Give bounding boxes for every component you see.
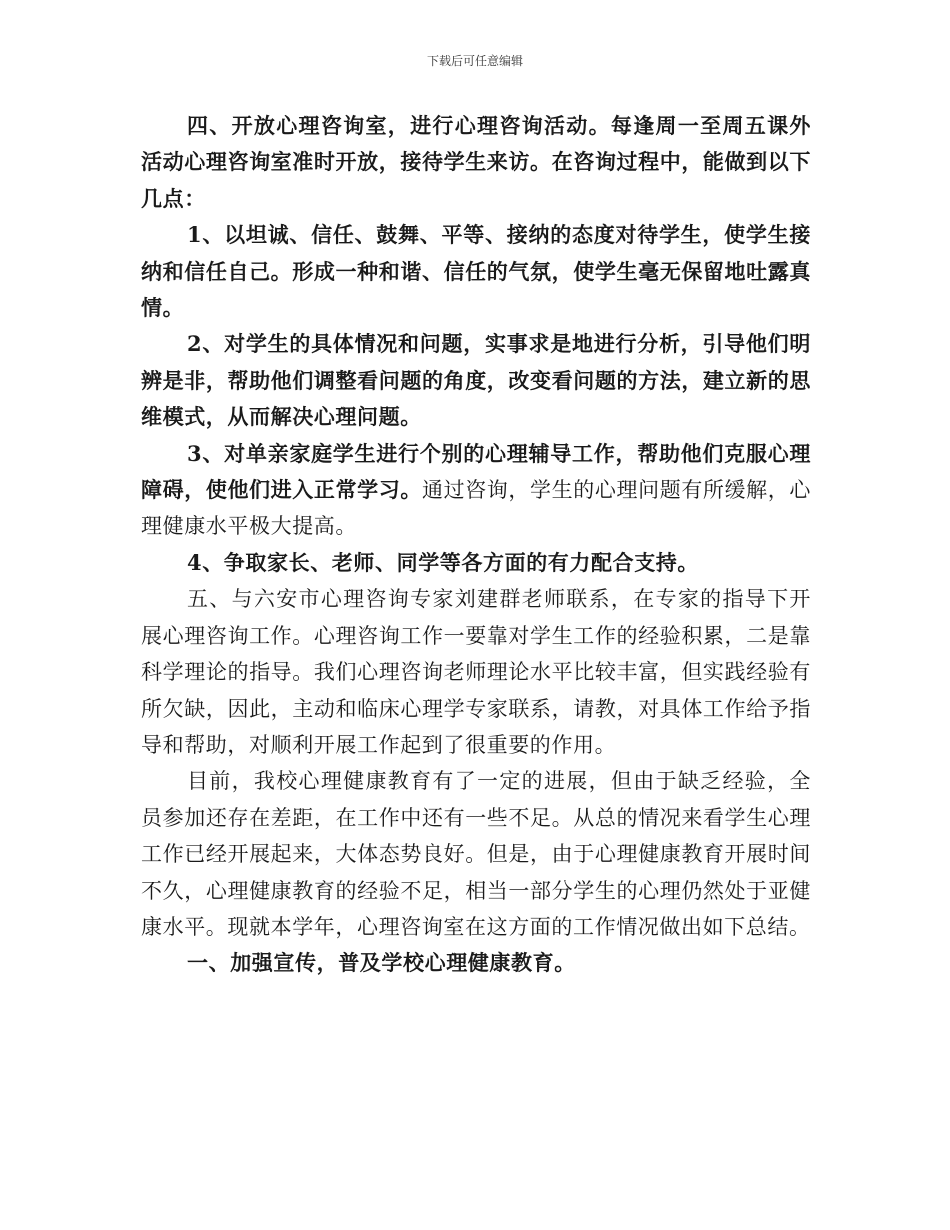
paragraph-point-four: 4、争取家长、老师、同学等各方面的有力配合支持。 bbox=[187, 549, 700, 575]
paragraph-point-three bbox=[141, 436, 811, 545]
paragraph-section-four: 四、开放心理咨询室，进行心理咨询活动。每逢周一至周五课外活动心理咨询室准时开放，接待学生来访。在咨询过程中，能做到以下几点： bbox=[141, 113, 811, 211]
paragraph-point-one: 1、以坦诚、信任、鼓舞、平等、接纳的态度对待学生，使学生接纳和信任自己。形成一种和谐、信任的气氛，使学生毫无保留地吐露真情。 bbox=[141, 222, 811, 321]
paragraph-point-two: 2、对学生的具体情况和问题，实事求是地进行分析，引导他们明辨是非，帮助他们调整看问题的角度，改变看问题的方法，建立新的思维模式，从而解决心理问题。 bbox=[141, 331, 811, 430]
paragraph-point-three-normal: 通过咨询，学生的心理问题有所缓解，心理健康水平极大提高。 bbox=[141, 478, 811, 539]
paragraph-summary: 目前，我校心理健康教育有了一定的进展，但由于缺乏经验，全员参加还存在差距，在工作中还有一些不足。从总的情况来看学生心理工作已经开展起来，大体态势良好。但是，由于心理健康教育开展时间不久，心理健康教育的经验不足，相当一部分学生的心理仍然处于亚健康水平。现就本学年，心理咨询室在这方面的工作情况做出如下总结。 bbox=[141, 769, 811, 939]
document-body bbox=[141, 108, 811, 982]
heading-section-one: 一、加强宣传，普及学校心理健康教育。 bbox=[187, 950, 576, 976]
page-header: 下载后可任意编辑 bbox=[426, 54, 523, 68]
paragraph-section-five: 五、与六安市心理咨询专家刘建群老师联系，在专家的指导下开展心理咨询工作。心理咨询工作一要靠对学生工作的经验积累，二是靠科学理论的指导。我们心理咨询老师理论水平比较丰富，但实践经验有所欠缺，因此，主动和临床心理学专家联系，请教，对具体工作给予指导和帮助，对顺利开展工作起到了很重要的作用。 bbox=[141, 587, 811, 757]
paragraph-point-three-bold: 3、对单亲家庭学生进行个别的心理辅导工作，帮助他们克服心理障碍，使他们进入正常学习。 bbox=[141, 440, 811, 503]
